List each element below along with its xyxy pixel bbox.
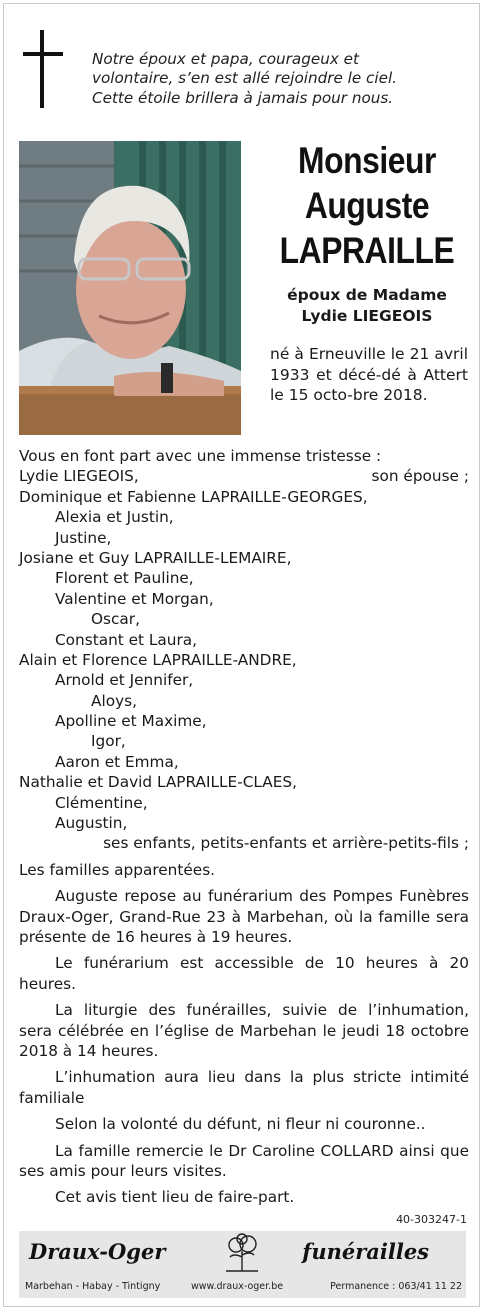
footer-phone: Permanence : 063/41 11 22	[330, 1281, 462, 1292]
family-member-line: Josiane et Guy LAPRAILLE-LEMAIRE,	[19, 548, 292, 567]
name-first: Auguste	[304, 185, 430, 226]
footer-brand: Draux-Oger	[29, 1239, 166, 1264]
spouse-name: Lydie LIEGEOIS	[301, 307, 433, 325]
notice-paragraph: L’inhumation aura lieu dans la plus stricte intimité familiale	[19, 1068, 469, 1107]
relatives-line: Les familles apparentées.	[19, 860, 216, 879]
family-list	[19, 487, 469, 834]
family-member-line: Apolline et Maxime,	[55, 712, 207, 731]
family-member-line: Alexia et Justin,	[55, 508, 174, 527]
paragraph-list	[19, 886, 469, 1208]
family-member-line: Dominique et Fabienne LAPRAILLE-GEORGES,	[19, 487, 368, 506]
family-member-line: Augustin,	[55, 814, 128, 833]
notice-body	[19, 446, 469, 1208]
poem-line: volontaire, s’en est allé rejoindre le ciel.	[92, 69, 397, 88]
footer-locations: Marbehan - Habay - Tintigny	[25, 1281, 161, 1292]
family-member-line: Valentine et Morgan,	[55, 589, 214, 608]
poem-line: Notre époux et papa, courageux et	[92, 50, 359, 68]
footer-website[interactable]: www.draux-oger.be	[191, 1281, 284, 1292]
family-member-line: Nathalie et David LAPRAILLE-CLAES,	[19, 773, 297, 792]
notice-paragraph: Le funérarium est accessible de 10 heures à 20 heures.	[19, 954, 469, 993]
name-title: Monsieur	[297, 140, 437, 181]
tree-logo-icon	[216, 1233, 268, 1273]
notice-paragraph: La famille remercie le Dr Caroline COLLARD ainsi que ses amis pour leurs visites.	[19, 1141, 469, 1181]
notice-paragraph: Auguste repose au funérarium des Pompes Funèbres Draux-Oger, Grand-Rue 23 à Marbehan, où la famille sera présente de 16 heures à 19 heures.	[19, 887, 469, 947]
family-member-line: Justine,	[55, 528, 112, 547]
spouse-label: époux de Madame	[287, 286, 447, 304]
family-member-line: Arnold et Jennifer,	[55, 671, 194, 690]
family-member-line: Constant et Laura,	[55, 630, 198, 649]
footer-service: funérailles	[302, 1239, 429, 1264]
spouse-line-name: Lydie LIEGEOIS,	[19, 467, 139, 486]
poem-line: Cette étoile brillera à jamais pour nous.	[92, 88, 394, 107]
family-member-line: Igor,	[91, 732, 126, 751]
family-member-line: Alain et Florence LAPRAILLE-ANDRE,	[19, 650, 297, 669]
funeral-home-footer	[19, 1231, 466, 1298]
spouse-line	[19, 466, 469, 486]
family-member-line: Clémentine,	[55, 793, 148, 812]
portrait-photo	[19, 141, 241, 435]
notice-paragraph: Cet avis tient lieu de faire-part.	[55, 1188, 295, 1207]
name-last: LAPRAILLE	[279, 230, 455, 271]
family-member-line: Aaron et Emma,	[55, 752, 179, 771]
birth-death-info: né à Erneuville le 21 avril 1933 et décé-dé à Attert le 15 octo-bre 2018.	[270, 345, 468, 404]
family-member-line: Florent et Pauline,	[55, 569, 194, 588]
family-member-line: Oscar,	[91, 610, 140, 629]
intro-line: Vous en font part avec une immense tristesse :	[19, 447, 382, 465]
notice-paragraph: La liturgie des funérailles, suivie de l’inhumation, sera célébrée en l’église de Marbehan le jeudi 18 octobre 2018 à 14 heures.	[19, 1001, 469, 1061]
reference-number: 40-303247-1	[396, 1213, 467, 1226]
spouse-info	[258, 285, 476, 327]
children-role-line: ses enfants, petits-enfants et arrière-petits-fils ;	[103, 834, 469, 853]
poem	[92, 50, 472, 108]
deceased-name	[258, 138, 476, 273]
notice-paragraph: Selon la volonté du défunt, ni fleur ni couronne..	[55, 1115, 426, 1134]
family-member-line: Aloys,	[91, 691, 137, 710]
spouse-line-role: son épouse ;	[371, 467, 469, 486]
